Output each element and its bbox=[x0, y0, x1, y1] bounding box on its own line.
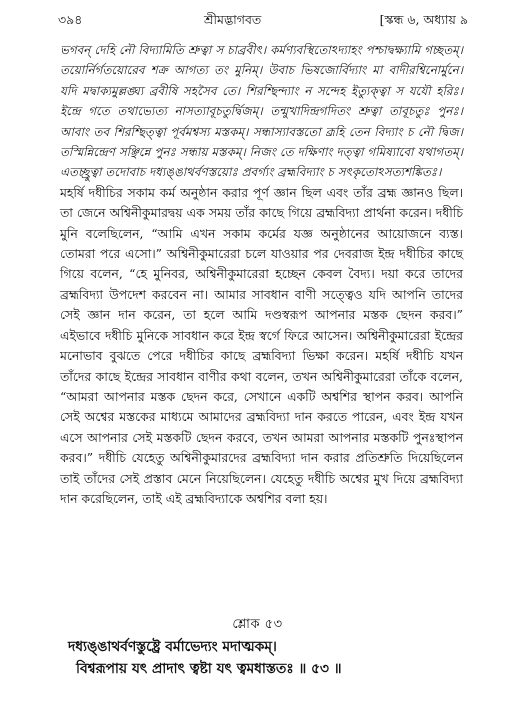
sanskrit-quotation: ভগবন্ দেহি নৌ বিদ্যামিতি শ্রুত্বা স চাব্রবীৎ। কর্মণ্যবস্থিতোঽদ্যাহং পশ্চাদ্বক্ষ্যামি গচ্ছতম্। তয়োর্নির্গতয়োরেব শক্র আগত্য তং মুনিম্। উবাচ ভিষজোর্বিদ্যাং মা বাদীরশ্বিনোর্মুনে। যদি মদ্বাক্যমুল্লঙ্ঘ্য ব্রবীষি সহসৈব তে। শিরশ্ছিন্দ্যাং ন সন্দেহ ইত্যুক্ত্বা স যযৌ হরিঃ। ইন্দ্রে গতে তথাভ্যেত্য নাসত্যাবূচতুর্দ্বিজম্। তন্মুখাদিন্দ্রগদিতং শ্রুত্বা তাবূচতুঃ পুনঃ। আবাং তব শিরশ্ছিত্ত্বা পূর্বমশ্বস্য মস্তকম্। সন্ধাস্যাবস্ততো ব্রূহি তেন বিদ্যাং চ নৌ দ্বিজ। তস্মিন্নিন্দ্রেণ সঞ্ছিন্নে পুনঃ সন্ধায় মস্তকম্। নিজং তে দক্ষিণাং দত্ত্বা গমিষ্যাবো যথাগতম্। এতচ্ছ্রুত্বা তদোবাচ দধ্যঙ্ঙাথর্বণস্তয়োঃ প্রবর্গ্যং ব্রহ্মবিদ্যাং চ সৎকৃতোঽসত্যশঙ্কিতঃ। bbox=[60, 43, 463, 180]
verse-heading: শ্লোক ৫৩ bbox=[232, 617, 283, 632]
verse-line-2: বিশ্বরূপায় যৎ প্রাদাৎ ত্বষ্টা যৎ ত্বমধাস্ততঃ ॥ ৫৩ ॥ bbox=[76, 661, 342, 677]
page-number: ৩৯৪ bbox=[58, 12, 83, 27]
verse-line-1: দধ্যঙ্ঙাথর্বণস্তুষ্ট্রে বর্মাভেদ্যং মদাত্মকম্। bbox=[68, 639, 277, 655]
bengali-explanation: মহর্ষি দধীচির সকাম কর্ম অনুষ্ঠান করার পূর্ণ জ্ঞান ছিল এবং তাঁর ব্রহ্ম জ্ঞানও ছিল। তা জেনে অশ্বিনীকুমারদ্বয় এক সময় তাঁর কাছে গিয়ে ব্রহ্মবিদ্যা প্রার্থনা করেন। দধীচি মুনি বলেছিলেন, “আমি এখন সকাম কর্মের যজ্ঞ অনুষ্ঠানের আয়োজনে ব্যস্ত। তোমরা পরে এসো।” অশ্বিনীকুমারেরা চলে যাওয়ার পর দেবরাজ ইন্দ্র দধীচির কাছে গিয়ে বলেন, “হে মুনিবর, অশ্বিনীকুমারেরা হচ্ছেন কেবল বৈদ্য। দয়া করে তাদের ব্রহ্মবিদ্যা উপদেশ করবেন না। আমার সাবধান বাণী সত্ত্বেও যদি আপনি তাদের সেই জ্ঞান দান করেন, তা হলে আমি দণ্ডস্বরূপ আপনার মস্তক ছেদন করব।” এইভাবে দধীচি মুনিকে সাবধান করে ইন্দ্র স্বর্গে ফিরে আসেন। অশ্বিনীকুমারেরা ইন্দ্রের মনোভাব বুঝতে পেরে দধীচির কাছে ব্রহ্মবিদ্যা ভিক্ষা করেন। মহর্ষি দধীচি যখন তাঁদের কাছে ইন্দ্রের সাবধান বাণীর কথা বলেন, তখন অশ্বিনীকুমারেরা তাঁকে বলেন, “আমরা আপনার মস্তক ছেদন করে, সেখানে একটি অশ্বশির স্থাপন করব। আপনি সেই অশ্বের মস্তকের মাধ্যমে আমাদের ব্রহ্মবিদ্যা দান করতে পারেন, এবং ইন্দ্র যখন এসে আপনার সেই মস্তকটি ছেদন করবে, তখন আমরা আপনার মস্তকটি পুনঃস্থাপন করব।” দধীচি যেহেতু অশ্বিনীকুমারদের ব্রহ্মবিদ্যা দান করার প্রতিশ্রুতি দিয়েছিলেন তাই তাঁদের সেই প্রস্তাব মেনে নিয়েছিলেন। যেহেতু দধীচি অশ্বের মুখ দিয়ে ব্রহ্মবিদ্যা দান করেছিলেন, তাই এই ব্রহ্মবিদ্যাকে অশ্বশির বলা হয়। bbox=[60, 184, 463, 506]
verse-text bbox=[68, 636, 468, 680]
chapter-reference: [স্কন্ধ ৬, অধ্যায় ৯ bbox=[379, 12, 468, 27]
book-title: শ্রীমদ্ভাগবত bbox=[204, 12, 262, 27]
page-header bbox=[58, 12, 468, 32]
purport-text bbox=[60, 40, 463, 509]
